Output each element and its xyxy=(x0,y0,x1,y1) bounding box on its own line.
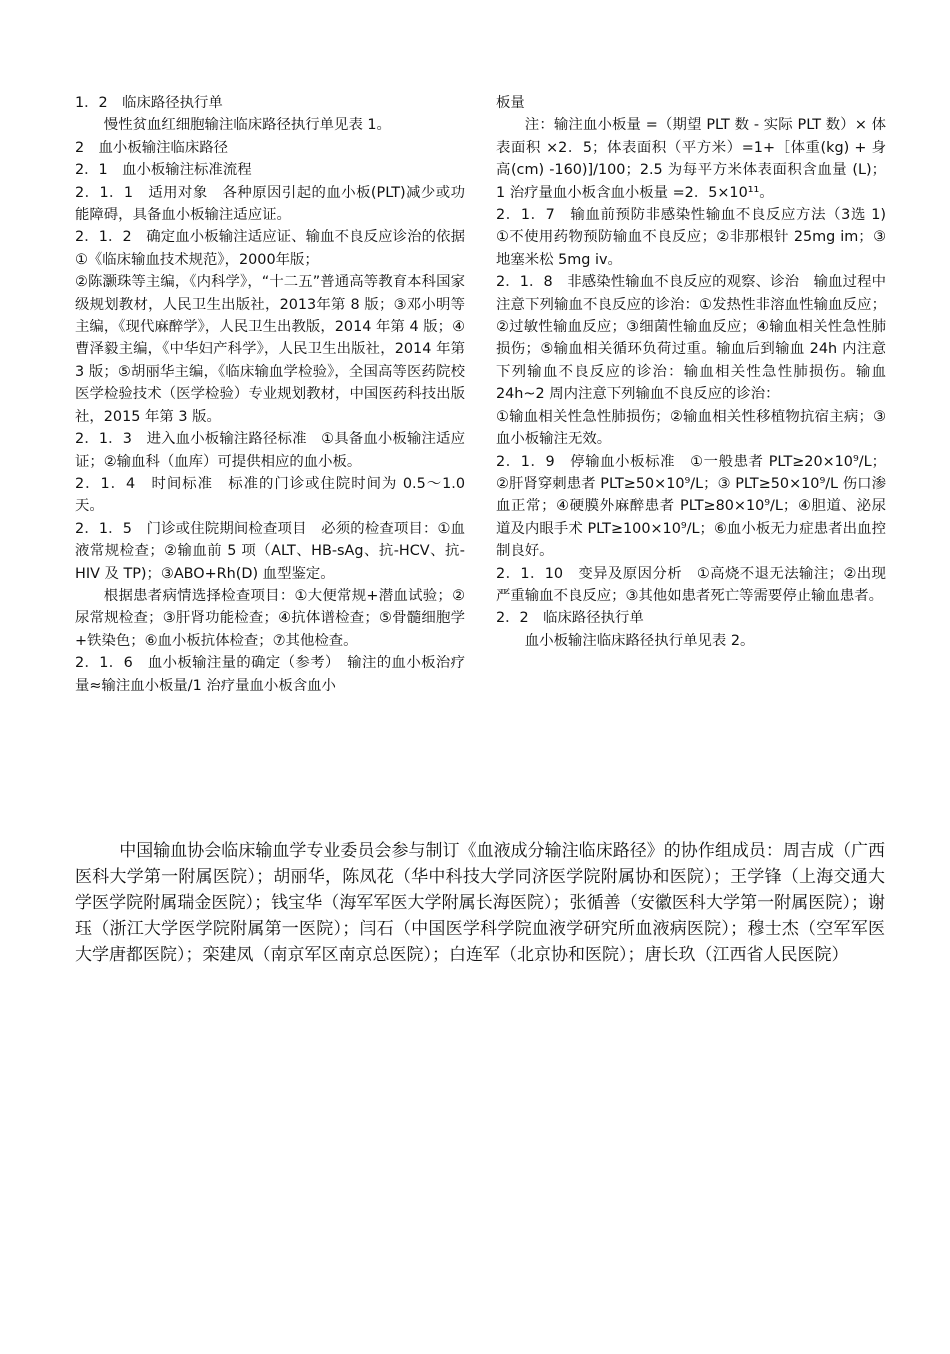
paragraph: 2．1．10 变异及原因分析 ①高烧不退无法输注；②出现严重输血不良反应；③其他如患者死亡等需要停止输血患者。 xyxy=(496,565,886,604)
paragraph: ①输血相关性急性肺损伤；②输血相关性移植物抗宿主病；③血小板输注无效。 xyxy=(496,408,886,448)
left-column xyxy=(75,92,480,697)
paragraph: 2．1．2 确定血小板输注适应证、输血不良反应诊治的依据 ①《临床输血技术规范》，2000年版； xyxy=(75,229,480,268)
paragraph: 根据患者病情选择检查项目：①大便常规+潜血试验；②尿常规检查；③肝肾功能检查；④抗体谱检查；⑤骨髓细胞学+铁染色；⑥血小板抗体检查；⑦其他检查。 xyxy=(75,587,465,649)
paragraph: 1．2 临床路径执行单 xyxy=(75,95,223,111)
paragraph: 血小板输注临床路径执行单见表 2。 xyxy=(524,632,755,649)
paragraph: 2．1．9 停输血小板标准 ①一般患者 PLT≥20×10⁹/L；②肝肾穿刺患者 PLT≥50×10⁹/L；③ PLT≥50×10⁹/L 伤口渗血正常；④硬膜外麻醉患者 PLT≥80×10⁹/L；④胆道、泌尿道及内眼手术 PLT≥100×10⁹/L；⑥血小板无力症患者出血控制良好。 xyxy=(496,453,886,560)
paragraph: 2．1．3 进入血小板输注路径标准 ①具备血小板输注适应证；②输血科（血库）可提供相应的血小板。 xyxy=(75,431,465,470)
subsection-heading: 2．1 血小板输注标准流程 xyxy=(75,162,252,179)
contributors-text: 中国输血协会临床输血学专业委员会参与制订《血液成分输注临床路径》的协作组成员：周吉成（广西医科大学第一附属医院）；胡丽华，陈凤花（华中科技大学同济医学院附属协和医院）；王学锋（上海交通大学医学院附属瑞金医院）；钱宝华（海军军医大学附属长海医院）；张循善（安徽医科大学第一附属医院）；谢珏（浙江大学医学院附属第一医院）；闫石（中国医学科学院血液学研究所血液病医院）；穆士杰（空军军医大学唐都医院）；栾建凤（南京军区南京总医院）；白连军（北京协和医院）；唐长玖（江西省人民医院） xyxy=(75,841,885,965)
paragraph: 慢性贫血红细胞输注临床路径执行单见表 1。 xyxy=(103,117,391,134)
paragraph: 2．1．7 输血前预防非感染性输血不良反应方法（3选 1) ①不使用药物预防输血不良反应；②非那根针 25mg im；③地塞米松 5mg iv。 xyxy=(496,207,901,268)
right-column xyxy=(496,92,901,652)
paragraph: 2．1．4 时间标准 标准的门诊或住院时间为 0.5～1.0 天。 xyxy=(75,475,465,515)
contributors-note xyxy=(75,838,885,968)
subsection-heading: 2．2 临床路径执行单 xyxy=(496,610,644,627)
paragraph: 2．1．1 适用对象 各种原因引起的血小板(PLT)减少或功能障碍，具备血小板输注适应证。 xyxy=(75,184,465,224)
paragraph: ②陈灏珠等主编，《内科学》，“十二五”普通高等教育本科国家级规划教材，人民卫生出版社，2013年第 8 版；③邓小明等主编，《现代麻醉学》，人民卫生出教版，2014 年第 4 版；④曹泽毅主编，《中华妇产科学》，人民卫生出版社，2014 年第 3 版；⑤胡丽华主编，《临床输血学检验》，全国高等医药院校医学检验技术（医学检验）专业规划教材，中国医药科技出版社，2015 年第 3 版。 xyxy=(75,274,465,425)
paragraph: 2．1．8 非感染性输血不良反应的观察、诊治 输血过程中注意下列输血不良反应的诊治：①发热性非溶血性输血反应；②过敏性输血反应；③细菌性输血反应；④输血相关性急性肺损伤；⑤输血相关循环负荷过重。输血后到输血 24h 内注意下列输血不良反应的诊治：输血相关性急性肺损伤。输血 24h~2 周内注意下列输血不良反应的诊治： xyxy=(496,274,886,403)
paragraph: 注：输注血小板量 =（期望 PLT 数 - 实际 PLT 数）× 体表面积 ×2．5；体表面积（平方米）=1+［体重(kg) + 身高(cm) -160)]/100；2.5 为每平方米体表面积含血量 (L)；1 治疗量血小板含血小板量 =2．5×10¹¹。 xyxy=(496,117,886,201)
section-heading: 2 血小板输注临床路径 xyxy=(75,139,229,156)
paragraph: 板量 xyxy=(496,95,525,111)
paragraph: 2．1．6 血小板输注量的确定（参考） 输注的血小板治疗量≈输注血小板量/1 治疗量血小板含血小 xyxy=(75,655,465,694)
paragraph: 2．1．5 门诊或住院期间检查项目 必须的检查项目：①血液常规检查；②输血前 5 项（ALT、HB-sAg、抗-HCV、抗-HIV 及 TP)；③ABO+Rh(D) 血型鉴定。 xyxy=(75,520,465,582)
